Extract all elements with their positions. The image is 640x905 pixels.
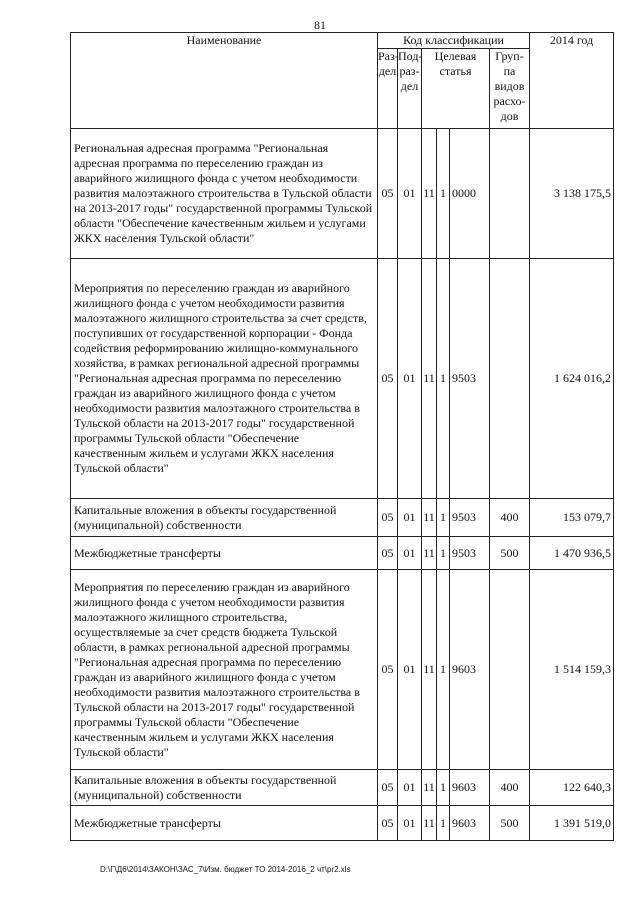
podrazdel-cell: 01 bbox=[398, 537, 422, 570]
table-row bbox=[71, 806, 614, 841]
target-part1-cell: 11 bbox=[422, 806, 437, 841]
row-name: Межбюджетные трансферты bbox=[71, 537, 378, 570]
table-row bbox=[71, 499, 614, 537]
target-part3-cell: 9503 bbox=[450, 499, 490, 537]
file-path-footer: D:\Г\Д6\2014\ЗАКОН\ЗАС_7\Изм. бюджет ТО 2014-2016_2 чт\pr2.xls bbox=[100, 865, 351, 874]
header-gruppa: Груп-па видов расхо-дов bbox=[490, 49, 530, 129]
podrazdel-cell: 01 bbox=[398, 129, 422, 259]
row-name: Мероприятия по переселению граждан из аварийного жилищного фонда с учетом необходимости развития малоэтажного жилищного строительства за счет средств, поступивших от государственной корпорации - Фонда содействия реформированию жилищно-коммунального хозяйства, в рамках региональной адресной программы "Региональная адресная программа по переселению граждан из аварийного жилищного фонда с учетом необходимости развития малоэтажного строительства в Тульской области на 2013-2017 годы" государственной программы Тульской области "Обеспечение качественным жильем и услугами ЖКХ населения Тульской области" bbox=[71, 259, 378, 499]
target-part2-cell: 1 bbox=[437, 499, 450, 537]
razdel-cell: 05 bbox=[378, 770, 398, 806]
row-name: Капитальные вложения в объекты государственной (муниципальной) собственности bbox=[71, 770, 378, 806]
table-row bbox=[71, 129, 614, 259]
target-part3-cell: 9603 bbox=[450, 770, 490, 806]
table-row bbox=[71, 770, 614, 806]
target-part2-cell: 1 bbox=[437, 770, 450, 806]
page-number: 81 bbox=[314, 18, 326, 32]
header-code: Код классификации bbox=[378, 33, 530, 49]
amount-cell: 3 138 175,5 bbox=[530, 129, 614, 259]
expense-group-cell bbox=[490, 259, 530, 499]
razdel-cell: 05 bbox=[378, 129, 398, 259]
target-part2-cell: 1 bbox=[437, 129, 450, 259]
table-row bbox=[71, 259, 614, 499]
header-year: 2014 год bbox=[530, 33, 614, 129]
amount-cell: 122 640,3 bbox=[530, 770, 614, 806]
podrazdel-cell: 01 bbox=[398, 770, 422, 806]
expense-group-cell bbox=[490, 570, 530, 770]
expense-group-cell: 400 bbox=[490, 499, 530, 537]
target-part2-cell: 1 bbox=[437, 570, 450, 770]
podrazdel-cell: 01 bbox=[398, 259, 422, 499]
target-part1-cell: 11 bbox=[422, 537, 437, 570]
target-part3-cell: 9603 bbox=[450, 570, 490, 770]
header-podrazdel: Под-раз-дел bbox=[398, 49, 422, 129]
header-name: Наименование bbox=[71, 33, 378, 129]
razdel-cell: 05 bbox=[378, 259, 398, 499]
target-part3-cell: 9503 bbox=[450, 537, 490, 570]
target-part2-cell: 1 bbox=[437, 259, 450, 499]
amount-cell: 1 514 159,3 bbox=[530, 570, 614, 770]
target-part3-cell: 0000 bbox=[450, 129, 490, 259]
row-name: Мероприятия по переселению граждан из аварийного жилищного фонда с учетом необходимости развития малоэтажного жилищного строительства, осуществляемые за счет средств бюджета Тульской области, в рамках региональной адресной программы "Региональная адресная программа по переселению граждан из аварийного жилищного фонда с учетом необходимости развития малоэтажного строительства в Тульской области на 2013-2017 годы" государственной программы Тульской области "Обеспечение качественным жильем и услугами ЖКХ населения Тульской области" bbox=[71, 570, 378, 770]
table-row bbox=[71, 570, 614, 770]
target-part1-cell: 11 bbox=[422, 770, 437, 806]
target-part3-cell: 9603 bbox=[450, 806, 490, 841]
razdel-cell: 05 bbox=[378, 537, 398, 570]
row-name: Капитальные вложения в объекты государственной (муниципальной) собственности bbox=[71, 499, 378, 537]
row-name: Межбюджетные трансферты bbox=[71, 806, 378, 841]
expense-group-cell: 500 bbox=[490, 537, 530, 570]
target-part1-cell: 11 bbox=[422, 570, 437, 770]
podrazdel-cell: 01 bbox=[398, 570, 422, 770]
table-row bbox=[71, 537, 614, 570]
razdel-cell: 05 bbox=[378, 499, 398, 537]
amount-cell: 1 624 016,2 bbox=[530, 259, 614, 499]
razdel-cell: 05 bbox=[378, 806, 398, 841]
expense-group-cell: 400 bbox=[490, 770, 530, 806]
target-part1-cell: 11 bbox=[422, 129, 437, 259]
expense-group-cell bbox=[490, 129, 530, 259]
amount-cell: 1 391 519,0 bbox=[530, 806, 614, 841]
target-part2-cell: 1 bbox=[437, 537, 450, 570]
budget-table bbox=[70, 32, 614, 841]
row-name: Региональная адресная программа "Региональная адресная программа по переселению граждан из аварийного жилищного фонда с учетом необходимости развития малоэтажного строительства в Тульской области на 2013-2017 годы" государственной программы Тульской области "Обеспечение качественным жильем и услугами ЖКХ населения Тульской области" bbox=[71, 129, 378, 259]
target-part3-cell: 9503 bbox=[450, 259, 490, 499]
amount-cell: 153 079,7 bbox=[530, 499, 614, 537]
target-part1-cell: 11 bbox=[422, 259, 437, 499]
expense-group-cell: 500 bbox=[490, 806, 530, 841]
podrazdel-cell: 01 bbox=[398, 806, 422, 841]
target-part2-cell: 1 bbox=[437, 806, 450, 841]
amount-cell: 1 470 936,5 bbox=[530, 537, 614, 570]
header-razdel: Раз-дел bbox=[378, 49, 398, 129]
header-celevaya: Целевая статья bbox=[422, 49, 490, 129]
podrazdel-cell: 01 bbox=[398, 499, 422, 537]
target-part1-cell: 11 bbox=[422, 499, 437, 537]
razdel-cell: 05 bbox=[378, 570, 398, 770]
